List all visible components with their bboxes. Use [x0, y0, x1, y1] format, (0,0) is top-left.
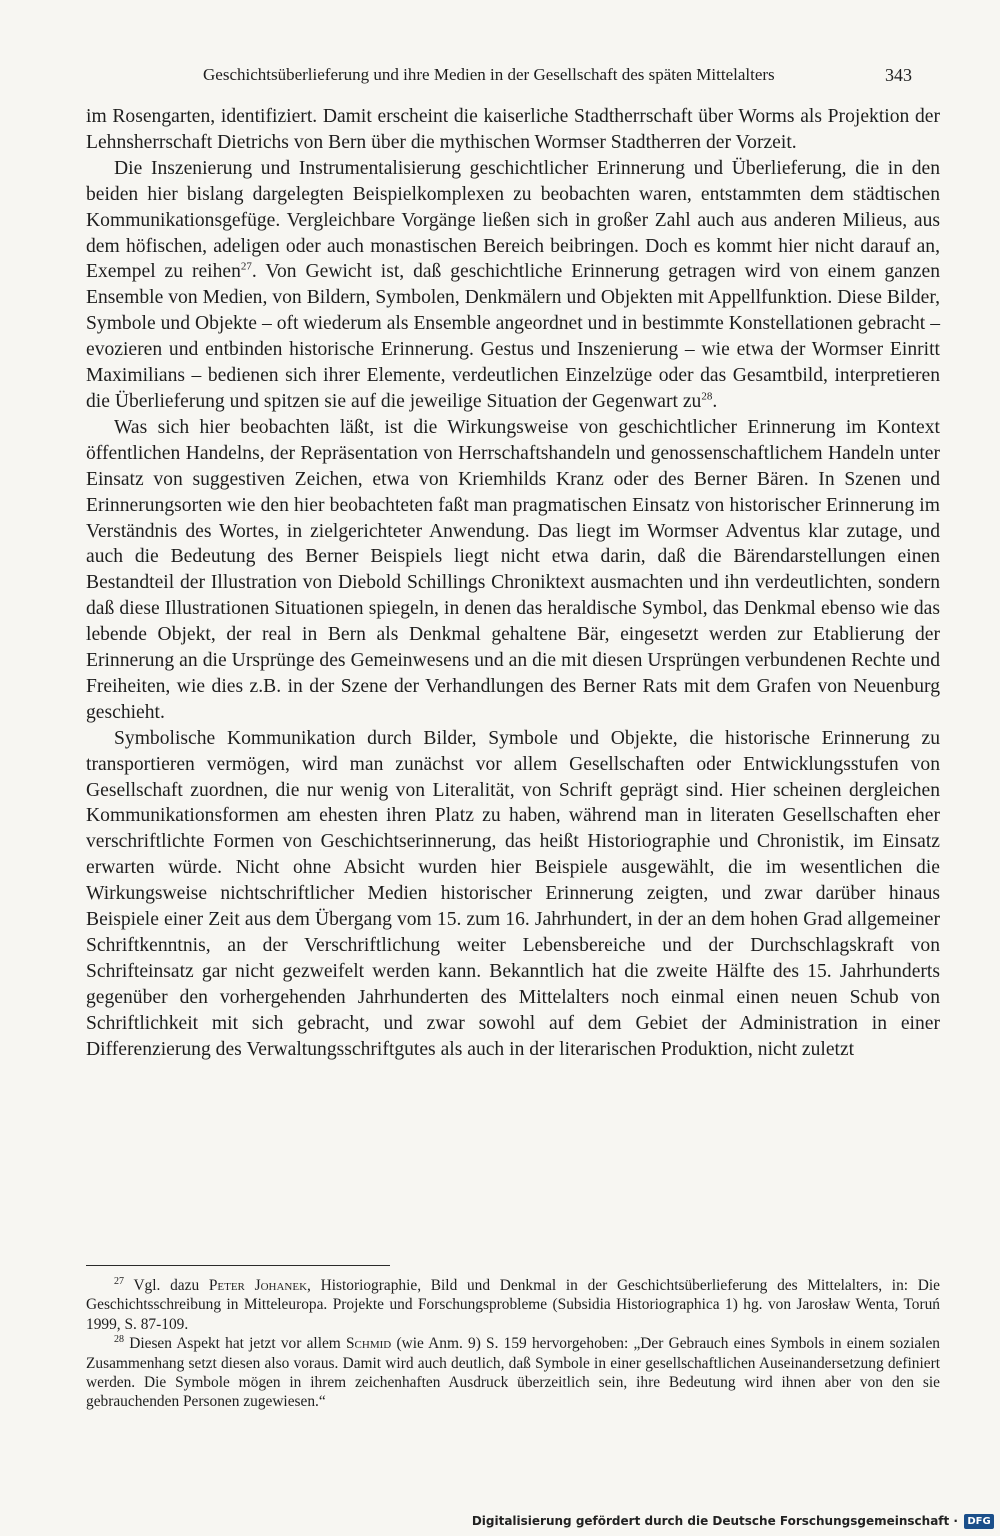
footnote-ref-27[interactable]: 27 [240, 260, 252, 273]
paragraph-1: im Rosengarten, identifiziert. Damit erscheint die kaiserliche Stadtherrschaft über Worms als Projektion der Lehnsherrschaft Dietrichs von Bern über die mythischen Wormser Stadtherren der Vorzeit. [86, 106, 940, 153]
footnote-27-text: , Historiographie, Bild und Denkmal in der Geschichtsüberlieferung des Mittelalters, in: Die Geschichtsschreibung in Mitteleuropa. Projekte und Forschungsprobleme (Subsidia Historiographica 1) hg. von Jarosław Wenta, Toruń 1999, S. 87-109. [86, 1277, 940, 1333]
footnote-28-prefix: Diesen Aspekt hat jetzt vor allem [129, 1335, 346, 1353]
footnote-27-prefix: Vgl. dazu [133, 1277, 209, 1294]
page-number: 343 [885, 65, 912, 85]
footnote-separator [86, 1265, 390, 1266]
footnote-27-number: 27 [114, 1275, 124, 1287]
footnote-28-author: Schmid [346, 1335, 392, 1353]
digitization-credit [472, 1510, 994, 1532]
footnote-28-text: (wie Anm. 9) S. 159 hervorgehoben: „Der Gebrauch eines Symbols in einem sozialen Zusammenhang setzt diesen also voraus. Damit wird auch deutlich, daß Symbole in einer gesellschaftlichen Auseinandersetzung definiert werden. Die Symbole mögen in ihrem zeichenhaften Ausdruck überzeitlich sein, ihre Bedeutung wird ihnen aber von den sie gebrauchenden Personen zugewiesen.“ [86, 1335, 940, 1411]
footnote-ref-28[interactable]: 28 [701, 390, 713, 403]
paragraph-4: Symbolische Kommunikation durch Bilder, Symbole und Objekte, die historische Erinnerung zu transportieren vermögen, wird man zunächst vor allem Gesellschaften oder Entwicklungsstufen von Gesellschaft zuordnen, die nur wenig von Literalität, von Schrift geprägt sind. Hier scheinen dergleichen Kommunikationsformen am ehesten ihren Platz zu haben, während man in literaten Gesellschaften eher verschriftlichte Formen von Geschichtserinnerung, das heißt Historiographie und Chronistik, im Einsatz erwarten würde. Nicht ohne Absicht wurden hier Beispiele ausgewählt, die im wesentlichen die Wirkungsweise nichtschriftlicher Medien historischer Erinnerung zeigten, und zwar darüber hinaus Beispiele einer Zeit aus dem Übergang vom 15. zum 16. Jahrhundert, in der an dem hohen Grad allgemeiner Schriftkenntnis, an der Verschriftlichung weiter Lebensbereiche und der Durchschlagskraft von Schrifteinsatz gar nicht gezweifelt werden kann. Bekanntlich hat die zweite Hälfte des 15. Jahrhunderts gegenüber den vorhergehenden Jahrhunderten des Mittelalters noch einmal einen neuen Schub von Schriftlichkeit mit sich gebracht, und zwar sowohl auf dem Gebiet der Administration in einer Differenzierung des Verwaltungsschriftgutes als auch in der literarischen Produktion, nicht zuletzt [86, 727, 940, 1060]
paragraph-2-part-a: Die Inszenierung und Instrumentalisierung geschichtlicher Erinnerung und Überlieferung, die in den beiden hier bislang dargelegten Beispielkomplexen zu beobachten waren, entstammten dem städtischen Kommunikationsgefüge. Vergleichbare Vorgänge ließen sich in großer Zahl auch aus anderen Milieus, aus dem höfischen, adeligen oder auch monastischen Bereich beibringen. Doch es kommt hier nicht darauf an, Exempel zu reihen [86, 157, 940, 283]
footnotes [86, 1276, 940, 1412]
body-text [86, 104, 940, 1063]
footnote-27-author: Peter Johanek [208, 1277, 308, 1294]
footnote-28 [86, 1334, 940, 1412]
footnote-28-number: 28 [114, 1334, 124, 1346]
page-header [86, 60, 940, 90]
running-title: Geschichtsüberlieferung und ihre Medien in der Gesellschaft des späten Mittelalters [203, 65, 775, 84]
paragraph-3: Was sich hier beobachten läßt, ist die Wirkungsweise von geschichtlicher Erinnerung im Kontext öffentlichen Handelns, der Repräsentation von Herrschaftshandeln und genossenschaftlichem Handeln unter Einsatz von suggestiven Zeichen, etwa von Kriemhilds Kranz oder des Berner Bären. In Szenen und Erinnerungsorten wie den hier beobachteten faßt man pragmatischen Einsatz von historischer Erinnerung im Verständnis des Wortes, in zielgerichteter Anwendung. Das liegt im Wormser Adventus klar zutage, und auch die Bedeutung des Berner Beispiels liegt nicht etwa darin, daß die Bärendarstellungen einen Bestandteil der Illustration von Diebold Schillings Chroniktext ausmachten und ihn verdeutlichten, sondern daß diese Illustrationen Situationen spiegeln, in denen das heraldische Symbol, das Denkmal ebenso wie das lebende Objekt, der real in Bern als Denkmal gehaltene Bär, eingesetzt werden zur Etablierung der Erinnerung an die Ursprünge des Gemeinwesens und an die mit diesen Ursprüngen verbundenen Rechte und Freiheiten, wie dies z.B. in der Szene der Verhandlungen des Berner Rats mit dem Grafen von Neuenburg geschieht. [86, 416, 940, 723]
footnote-27 [86, 1276, 940, 1334]
credit-text: Digitalisierung gefördert durch die Deutsche Forschungsgemeinschaft · [471, 1514, 958, 1528]
paragraph-2-part-b: . Von Gewicht ist, daß geschichtliche Erinnerung getragen wird von einem ganzen Ensemble von Medien, von Bildern, Symbolen, Denkmälern und Objekten mit Appellfunktion. Diese Bilder, Symbole und Objekte – oft wiederum als Ensemble angeordnet und in bestimmte Konstellationen gebracht – evozieren und entbinden historische Erinnerung. Gestus und Inszenierung – wie etwa der Wormser Einritt Maximilians – bedienen sich ihrer Elemente, verdeutlichen Einzelzüge oder das Gesamtbild, interpretieren die Überlieferung und spitzen sie auf die jeweilige Situation der Gegenwart zu [86, 261, 940, 412]
paragraph-2-part-c: . [712, 390, 718, 412]
paragraph-2 [86, 156, 940, 415]
dfg-logo-icon: DFG [964, 1514, 994, 1529]
